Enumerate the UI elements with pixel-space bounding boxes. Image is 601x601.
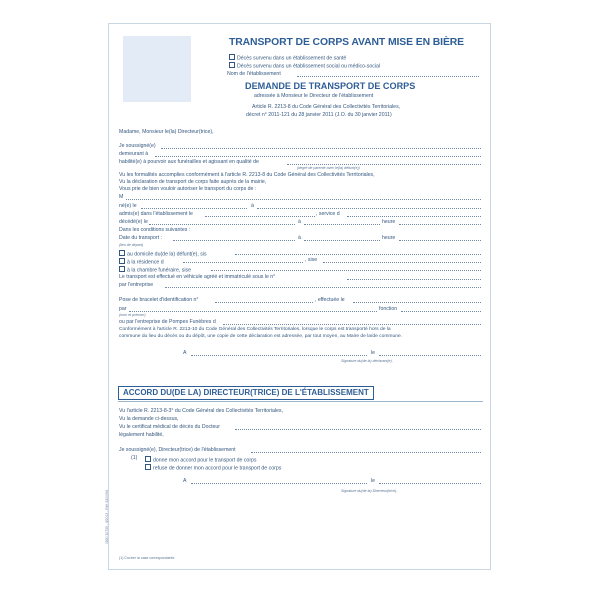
- give-agreement-option[interactable]: donne mon accord pour le transport de corps: [145, 456, 257, 464]
- director-sign-place-label: A: [183, 478, 187, 484]
- option-health-facility[interactable]: Décès survenu dans un établissement de santé: [229, 54, 346, 62]
- seen-request: Vu la demande ci-dessus,: [119, 416, 179, 422]
- authorized-label: habilité(e) à pourvoir aux funérailles et agissant en qualité de: [119, 159, 259, 165]
- vehicle-field[interactable]: [347, 279, 481, 280]
- departure-note: (lieu de départ): [119, 243, 144, 247]
- admitted-label: admis(e) dans l'établissement le: [119, 211, 193, 217]
- request-title: DEMANDE DE TRANSPORT DE CORPS: [245, 81, 416, 91]
- director-field[interactable]: [251, 452, 481, 453]
- death-place-field[interactable]: [304, 224, 380, 225]
- death-hour-label: heure: [382, 219, 396, 225]
- deceased-name-field[interactable]: [126, 199, 481, 200]
- checkbox-icon[interactable]: [229, 62, 235, 68]
- doctor-field[interactable]: [235, 429, 481, 430]
- option-social-facility[interactable]: Décès survenu dans un établissement social ou médico-social: [229, 62, 380, 70]
- director-sign-date-label: le: [371, 478, 376, 484]
- checkbox-icon[interactable]: [145, 456, 151, 462]
- transport-date-field[interactable]: [173, 240, 295, 241]
- death-hour-field[interactable]: [399, 224, 481, 225]
- checkbox-icon[interactable]: [119, 266, 125, 272]
- par-label: par: [119, 306, 127, 312]
- born-label: né(e) le: [119, 203, 137, 209]
- establishment-label: Nom de l'établissement: [227, 71, 281, 77]
- formalities-1: Vu les formalités accomplies conformément à l'article R. 2213-8 du Code Général des Collectivités Territoriales,: [119, 172, 375, 178]
- footnote: (1) Cocher la case correspondante.: [119, 556, 176, 560]
- legal-ref-1: Article R. 2213-8 du Code Général des Collectivités Territoriales,: [252, 104, 401, 110]
- conform-1: Conformément à l'article R. 2213-10 du Code Général des Collectivités Territoriales, lorsque le corps est transporté hors de la: [119, 327, 391, 332]
- dest-family-option[interactable]: à la résidence d: [119, 258, 164, 266]
- dest-home-option[interactable]: au domicile du(de la) défunt(e), sis: [119, 250, 207, 258]
- refuse-agreement-option[interactable]: refuse de donner mon accord pour le transport de corps: [145, 464, 281, 472]
- admission-date-field[interactable]: [205, 216, 315, 217]
- company-field[interactable]: [165, 287, 481, 288]
- director-sign-place-field[interactable]: [191, 483, 367, 484]
- bracelet-label: Pose de bracelet d'identification n°: [119, 297, 199, 303]
- checkbox-icon[interactable]: [119, 250, 125, 256]
- deceased-label: décédé(e) le: [119, 219, 148, 225]
- vehicle-label: Le transport est effectué en véhicule agréé et immatriculé sous le n°: [119, 274, 276, 280]
- function-label: fonction: [379, 306, 398, 312]
- addressed-to: adressée à Monsieur le Directeur de l'établissement: [254, 93, 374, 99]
- undersigned-label: Je soussigné(e): [119, 143, 156, 149]
- dest-funeral-option[interactable]: à la chambre funéraire, sise: [119, 266, 191, 274]
- checkbox-icon[interactable]: [229, 54, 235, 60]
- residing-field[interactable]: [155, 156, 481, 157]
- establishment-field[interactable]: [297, 76, 479, 77]
- form-title: TRANSPORT DE CORPS AVANT MISE EN BIÈRE: [229, 37, 465, 48]
- m-label: M: [119, 194, 124, 200]
- conditions-label: Dans les conditions suivantes :: [119, 227, 191, 233]
- agreement-heading: ACCORD DU(DE LA) DIRECTEUR(TRICE) DE L'ÉTABLISSEMENT: [118, 386, 374, 400]
- death-date-field[interactable]: [149, 224, 295, 225]
- birth-at-label: à: [251, 203, 254, 209]
- bracelet-date-field[interactable]: [353, 302, 481, 303]
- agreement-divider: [118, 401, 483, 402]
- bracelet-done-label: , effectuée le: [315, 297, 345, 303]
- formalities-2: Vu la déclaration de transport de corps faite auprès de la mairie,: [119, 179, 267, 185]
- dest-family-field[interactable]: [183, 262, 303, 263]
- name-note: (nom et prénom): [119, 313, 146, 317]
- residing-label: demeurant à: [119, 151, 149, 157]
- bracelet-field[interactable]: [215, 302, 313, 303]
- dest-family-address-field[interactable]: [323, 262, 481, 263]
- sign-date-field[interactable]: [379, 355, 481, 356]
- seen-certificate: Vu le certificat médical de décès du Docteur: [119, 424, 221, 430]
- funeral-company-field[interactable]: [223, 324, 481, 325]
- quality-note: (degré de parenté avec le(la) défunt(e)): [297, 166, 360, 170]
- checkbox-icon[interactable]: [119, 258, 125, 264]
- please-authorize: Vous prie de bien vouloir autoriser le transport du corps de :: [119, 186, 257, 192]
- undersigned-field[interactable]: [161, 148, 481, 149]
- form-page: [105, 23, 491, 570]
- service-field[interactable]: [347, 216, 481, 217]
- footnote-ref: (1): [131, 455, 138, 461]
- birth-date-field[interactable]: [141, 208, 247, 209]
- bracelet-by-field[interactable]: [129, 311, 377, 312]
- conform-2: commune du lieu du décès ou du dépôt, une copie de cette déclaration est adressée, par tout moyen, au Maire de la/de commune.: [119, 334, 403, 339]
- sign-date-label: le: [371, 350, 376, 356]
- legal-label: légalement habilité,: [119, 432, 164, 438]
- dest-family-sise: , sise: [305, 257, 318, 263]
- dest-funeral-field[interactable]: [211, 270, 481, 271]
- dest-home-field[interactable]: [235, 254, 481, 255]
- service-label: , service d: [316, 211, 340, 217]
- transport-at-label: à: [298, 235, 301, 241]
- declarant-signature-note: Signature du(de la) déclarant(e),: [341, 359, 393, 363]
- legal-ref-2: décret n° 2011-121 du 28 janvier 2011 (J.O. du 30 janvier 2011): [246, 112, 392, 118]
- sign-place-field[interactable]: [191, 355, 367, 356]
- salutation: Madame, Monsieur le(la) Directeur(trice),: [119, 129, 214, 135]
- transport-place-field[interactable]: [304, 240, 380, 241]
- director-signature-note: Signature du(de la) Directeur(trice).: [341, 489, 398, 493]
- quality-field[interactable]: [287, 164, 481, 165]
- seen-article: Vu l'article R. 2213-8-3° du Code Général des Collectivités Territoriales,: [119, 408, 283, 414]
- side-reference: 0830 30735 - 4/2013 - Réf. 6300/94: [105, 490, 109, 544]
- funeral-company-label: ou par l'entreprise de Pompes Funèbres d: [119, 319, 216, 325]
- function-field[interactable]: [401, 311, 481, 312]
- transport-hour-field[interactable]: [399, 240, 481, 241]
- transport-date-label: Date du transport :: [119, 235, 162, 241]
- director-undersigned: Je soussigné(e), Directeur(trice) de l'établissement: [119, 447, 236, 453]
- sign-place-label: A: [183, 350, 187, 356]
- checkbox-icon[interactable]: [145, 464, 151, 470]
- logo-placeholder: [123, 36, 191, 102]
- birth-place-field[interactable]: [257, 208, 481, 209]
- transport-hour-label: heure: [382, 235, 396, 241]
- company-label: par l'entreprise: [119, 282, 154, 288]
- death-at-label: à: [298, 219, 301, 225]
- director-sign-date-field[interactable]: [379, 483, 481, 484]
